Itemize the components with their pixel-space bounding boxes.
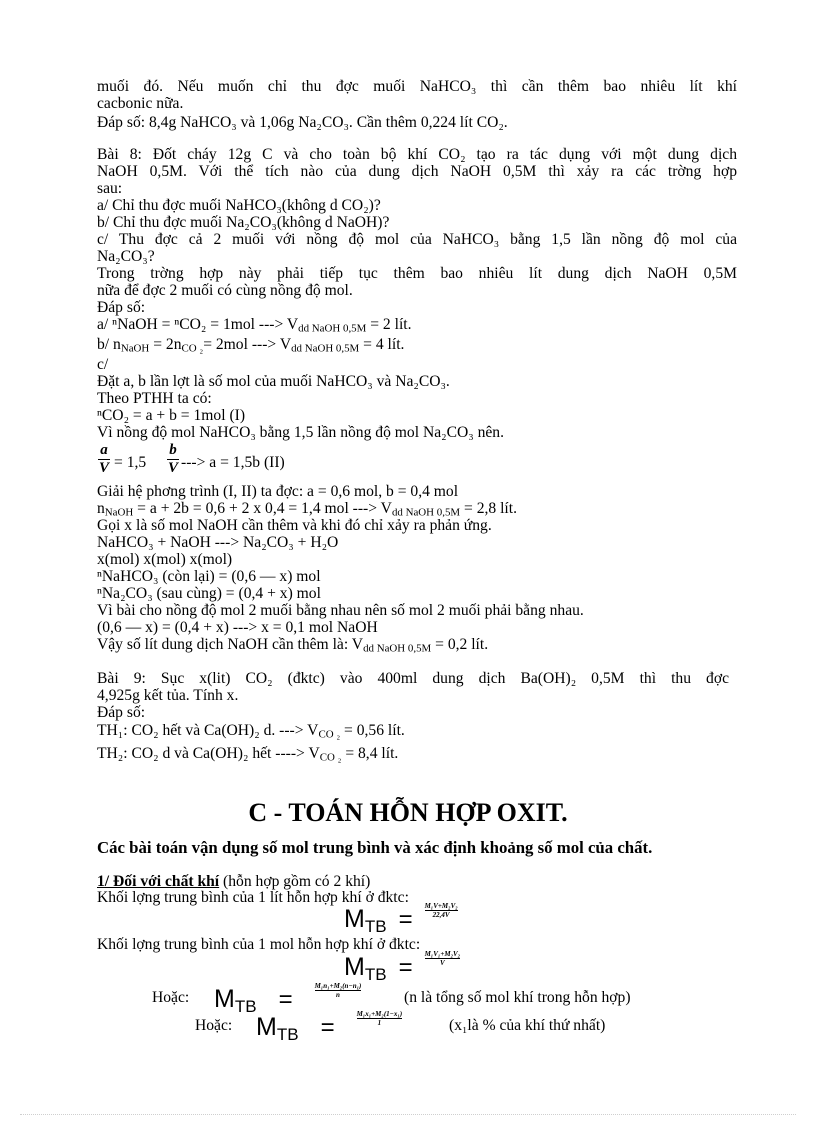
- text-span: = 2 lít.: [366, 316, 412, 333]
- subscript: CO ₂: [319, 751, 342, 764]
- subscript: NaOH: [104, 506, 134, 519]
- text-span: = 4 lít.: [359, 336, 405, 353]
- equals-sign: =: [398, 906, 413, 933]
- text-span: = 0,2 lít.: [431, 636, 489, 653]
- text-line: c/: [97, 356, 109, 373]
- denominator: 1: [377, 1019, 382, 1027]
- text-line: nữa để đợc 2 muối có cùng nồng độ mol.: [97, 282, 353, 299]
- numerator: M₁V₁+M₂V₂: [424, 950, 461, 958]
- text-line: a/ Chỉ thu đợc muối NaHCO₃(không d CO₂)?: [97, 197, 381, 214]
- formula-note: (x₁là % của khí thứ nhất): [449, 1017, 606, 1034]
- text-span: = 2,8 lít.: [460, 500, 517, 517]
- formula-note: (n là tổng số mol khí trong hỗn hợp): [404, 989, 631, 1006]
- text-line: Gọi x là số mol NaOH cần thêm và khi đó chỉ xảy ra phản ứng.: [97, 517, 492, 534]
- text-line: ⁿCO₂ = a + b = 1mol (I): [97, 407, 246, 424]
- subscript: TB: [234, 997, 257, 1016]
- text-span: M: [344, 905, 365, 933]
- text-line: Trong trờng hợp này phải tiếp tục thêm bao nhiêu lít dung dịch NaOH 0,5M: [97, 265, 737, 282]
- text-span: b/ n: [97, 336, 121, 353]
- text-line: ⁿNa₂CO₃ (sau cùng) = (0,4 + x) mol: [97, 585, 321, 602]
- formula-mtb-1: [344, 902, 458, 937]
- text-span: TH₁: CO₂ hết và Ca(OH)₂ d. ---> V: [97, 722, 319, 739]
- mtb-symbol: [344, 905, 387, 936]
- text-span: n: [97, 500, 105, 517]
- subscript: dd NaOH 0,5M: [298, 322, 367, 335]
- subscript: CO ₂: [181, 342, 204, 355]
- text-line: Vì nồng độ mol NaHCO₃ bằng 1,5 lần nồng độ mol Na₂CO₃ nên.: [97, 424, 504, 441]
- item-label: 1/ Đối với chất khí: [97, 873, 220, 890]
- denominator: V: [167, 460, 178, 476]
- subscript: TB: [276, 1025, 299, 1044]
- formula-mtb-4: [256, 1010, 402, 1045]
- text-span: = 2n: [149, 336, 182, 353]
- text-line: x(mol) x(mol) x(mol): [97, 551, 233, 568]
- subscript: dd NaOH 0,5M: [391, 506, 461, 519]
- numerator: M₁n₁+M₂(n−n₁): [314, 982, 362, 990]
- denominator: V: [440, 959, 445, 967]
- text-span: M: [256, 1013, 277, 1041]
- equals-sign: =: [278, 986, 293, 1013]
- text-span: Vậy số lít dung dịch NaOH cần thêm là: V: [97, 636, 364, 653]
- text-line: Khối lợng trung bình của 1 lít hỗn hợp khí ở đktc:: [97, 889, 409, 906]
- text-line: Bài 9: Sục x(lit) CO₂ (đktc) vào 400ml dung dịch Ba(OH)₂ 0,5M thì thu đợc: [97, 670, 729, 687]
- numerator: M₁V+M₂V₂: [424, 902, 458, 910]
- answer-a-line: [97, 316, 412, 338]
- text-span: = a + 2b = 0,6 + 2 x 0,4 = 1,4 mol ---> V: [133, 500, 392, 517]
- subscript: TB: [364, 917, 387, 936]
- mtb-symbol: [344, 953, 387, 984]
- denominator: 22,4V: [432, 911, 450, 919]
- text-line: Giải hệ phơng trình (I, II) ta đợc: a = 0,6 mol, b = 0,4 mol: [97, 483, 459, 500]
- text-span: a/ ⁿNaOH = ⁿCO₂ = 1mol ---> V: [97, 316, 299, 333]
- text-line: Đặt a, b lần lợt là số mol của muối NaHCO₃ và Na₂CO₃.: [97, 373, 450, 390]
- subscript: dd NaOH 0,5M: [363, 642, 432, 655]
- hoac-label: Hoặc:: [195, 1017, 233, 1034]
- text-line: ⁿNaHCO₃ (còn lại) = (0,6 — x) mol: [97, 568, 321, 585]
- subscript: CO ₂: [318, 728, 341, 741]
- text-line: Theo PTHH ta có:: [97, 390, 212, 407]
- text-span: = 1,5: [114, 454, 147, 471]
- numerator: M₁x₁+M₂(1−x₁): [356, 1010, 403, 1018]
- text-span: TH₂: CO₂ d và Ca(OH)₂ hết ----> V: [97, 745, 320, 762]
- text-line: sau:: [97, 180, 123, 197]
- conclusion-line: [97, 636, 488, 658]
- text-span: = 2mol ---> V: [203, 336, 292, 353]
- text-line: Bài 8: Đốt cháy 12g C và cho toàn bộ khí CO₂ tạo ra tác dụng với một dung dịch: [97, 146, 737, 163]
- fraction-b-over-v: [167, 443, 179, 476]
- text-line: (0,6 — x) = (0,4 + x) ---> x = 0,1 mol NaOH: [97, 619, 378, 636]
- text-line: NaHCO₃ + NaOH ---> Na₂CO₃ + H₂O: [97, 534, 339, 551]
- fraction: [315, 982, 362, 999]
- denominator: V: [98, 460, 109, 476]
- section-title: C - TOÁN HỖN HỢP OXIT.: [248, 798, 568, 827]
- fraction: [425, 950, 461, 967]
- numerator: b: [169, 442, 177, 458]
- text-span: = 0,56 lít.: [340, 722, 405, 739]
- text-line: Khối lợng trung bình của 1 mol hỗn hợp khí ở đktc:: [97, 936, 421, 953]
- text-line: b/ Chỉ thu đợc muối Na₂CO₃(không d NaOH)?: [97, 214, 390, 231]
- section-subtitle: Các bài toán vận dụng số mol trung bình và xác định khoảng số mol của chất.: [97, 838, 653, 857]
- item-1-heading: [97, 873, 370, 890]
- answer-b-line: [97, 336, 404, 358]
- fraction-a-over-v: [98, 443, 110, 476]
- fraction: [425, 902, 458, 919]
- text-line: cacbonic nữa.: [97, 95, 184, 112]
- subscript: TB: [364, 965, 387, 984]
- text-line: Đáp số:: [97, 704, 146, 721]
- hoac-label: Hoặc:: [152, 989, 190, 1006]
- text-span: M: [214, 985, 235, 1013]
- subscript: dd NaOH 0,5M: [291, 342, 360, 355]
- equals-sign: =: [320, 1014, 335, 1041]
- denominator: n: [336, 991, 340, 999]
- fraction: [357, 1010, 403, 1027]
- th1-line: [97, 722, 405, 744]
- text-span: (hỗn hợp gồm có 2 khí): [219, 873, 371, 890]
- text-span: M: [344, 953, 365, 981]
- text-line: Na₂CO₃?: [97, 248, 155, 265]
- mtb-symbol: [256, 1013, 299, 1044]
- text-line: Vì bài cho nồng độ mol 2 muối bằng nhau nên số mol 2 muối phải bằng nhau.: [97, 602, 584, 619]
- text-line: Đáp số:: [97, 299, 146, 316]
- formula-mtb-2: [344, 950, 460, 985]
- numerator: a: [100, 442, 108, 458]
- text-span: ---> a = 1,5b (II): [181, 454, 285, 471]
- text-line: 4,925g kết tủa. Tính x.: [97, 687, 239, 704]
- text-span: = 8,4 lít.: [341, 745, 399, 762]
- text-line: Đáp số: 8,4g NaHCO₃ và 1,06g Na₂CO₃. Cần thêm 0,224 lít CO₂.: [97, 114, 508, 131]
- text-line: NaOH 0,5M. Với thể tích nào của dung dịch NaOH 0,5M thì xảy ra các trờng hợp: [97, 163, 737, 180]
- subscript: NaOH: [120, 342, 150, 355]
- page-bottom-border: [20, 1114, 796, 1115]
- text-line: muối đó. Nếu muốn chỉ thu đợc muối NaHCO₃ thì cần thêm bao nhiêu lít khí: [97, 78, 737, 95]
- mtb-symbol: [214, 985, 257, 1016]
- text-line: c/ Thu đợc cả 2 muối với nồng độ mol của NaHCO₃ bằng 1,5 lần nồng độ mol của: [97, 231, 737, 248]
- th2-line: [97, 745, 398, 767]
- equals-sign: =: [398, 954, 413, 981]
